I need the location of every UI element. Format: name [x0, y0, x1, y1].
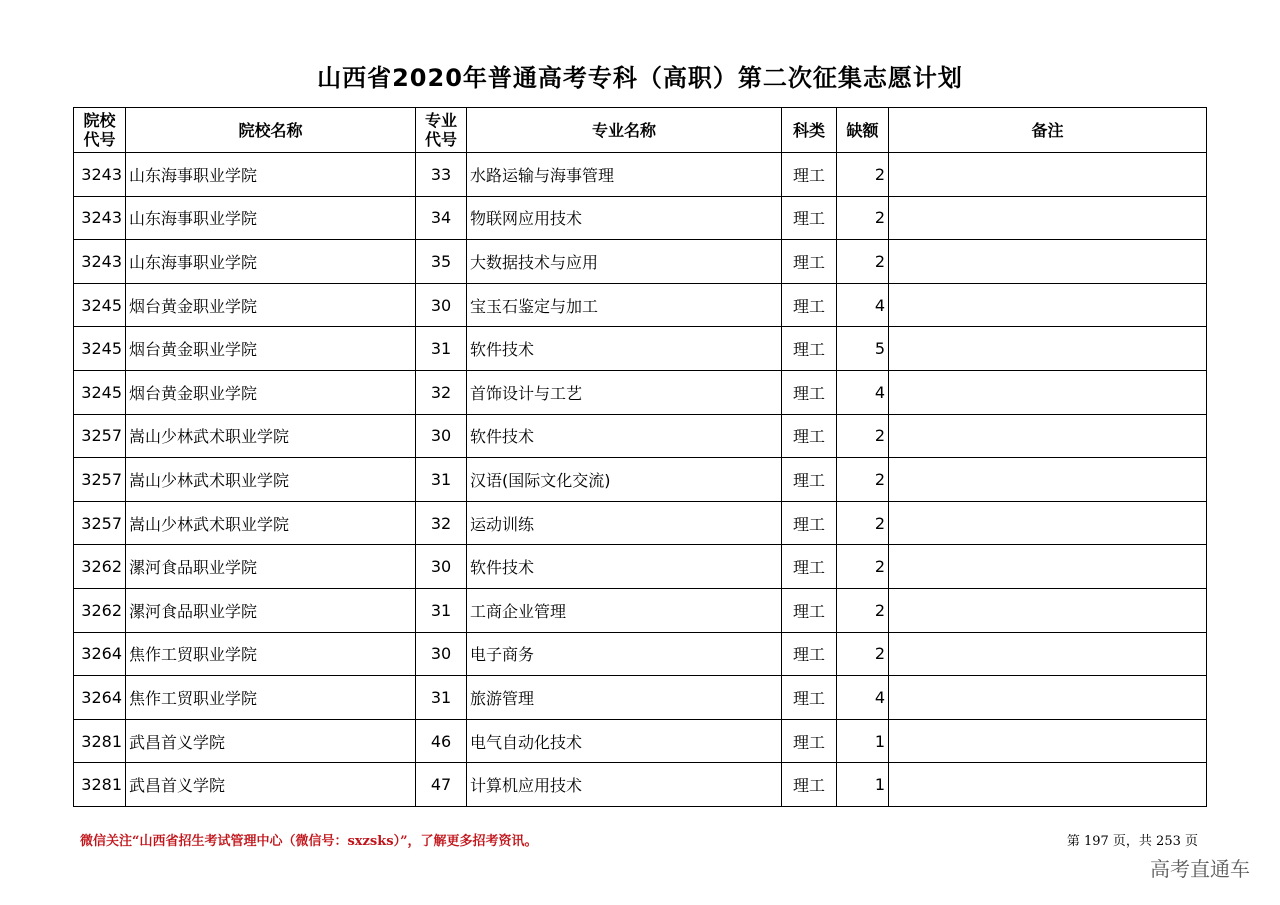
cell-school-name: 山东海事职业学院 — [126, 196, 416, 240]
cell-school-name: 漯河食品职业学院 — [126, 545, 416, 589]
cell-category: 理工 — [782, 283, 837, 327]
cell-school-code: 3245 — [74, 370, 126, 414]
cell-category: 理工 — [782, 153, 837, 197]
cell-school-name: 武昌首义学院 — [126, 763, 416, 807]
cell-major-name: 软件技术 — [467, 545, 782, 589]
cell-major-name: 电子商务 — [467, 632, 782, 676]
cell-category: 理工 — [782, 240, 837, 284]
header-major-name: 专业名称 — [467, 108, 782, 153]
cell-major-code: 31 — [416, 327, 467, 371]
cell-major-code: 46 — [416, 719, 467, 763]
cell-school-code: 3281 — [74, 763, 126, 807]
cell-remarks — [889, 719, 1207, 763]
table-row — [74, 327, 1207, 371]
cell-major-name: 工商企业管理 — [467, 588, 782, 632]
watermark: 高考直通车 — [1150, 857, 1250, 881]
cell-category: 理工 — [782, 719, 837, 763]
cell-school-name: 焦作工贸职业学院 — [126, 632, 416, 676]
cell-major-name: 软件技术 — [467, 414, 782, 458]
cell-major-name: 物联网应用技术 — [467, 196, 782, 240]
cell-category: 理工 — [782, 676, 837, 720]
cell-remarks — [889, 153, 1207, 197]
cell-school-code: 3257 — [74, 414, 126, 458]
cell-remarks — [889, 196, 1207, 240]
table-row — [74, 370, 1207, 414]
cell-vacancies: 2 — [837, 545, 889, 589]
table-row — [74, 196, 1207, 240]
cell-category: 理工 — [782, 632, 837, 676]
cell-major-code: 31 — [416, 676, 467, 720]
cell-category: 理工 — [782, 545, 837, 589]
cell-vacancies: 2 — [837, 196, 889, 240]
cell-school-code: 3257 — [74, 458, 126, 502]
cell-major-name: 电气自动化技术 — [467, 719, 782, 763]
cell-remarks — [889, 632, 1207, 676]
cell-major-code: 30 — [416, 283, 467, 327]
header-school-name: 院校名称 — [126, 108, 416, 153]
table-row — [74, 414, 1207, 458]
cell-school-name: 山东海事职业学院 — [126, 240, 416, 284]
cell-major-name: 汉语(国际文化交流) — [467, 458, 782, 502]
table-row — [74, 763, 1207, 807]
cell-vacancies: 2 — [837, 240, 889, 284]
cell-school-code: 3264 — [74, 632, 126, 676]
cell-school-name: 山东海事职业学院 — [126, 153, 416, 197]
cell-major-code: 33 — [416, 153, 467, 197]
cell-major-name: 水路运输与海事管理 — [467, 153, 782, 197]
cell-school-name: 武昌首义学院 — [126, 719, 416, 763]
table-row — [74, 588, 1207, 632]
cell-category: 理工 — [782, 414, 837, 458]
cell-major-code: 35 — [416, 240, 467, 284]
page-number: 第 197 页，共 253 页 — [1066, 834, 1198, 849]
cell-vacancies: 1 — [837, 763, 889, 807]
table-row — [74, 458, 1207, 502]
cell-major-code: 30 — [416, 632, 467, 676]
cell-category: 理工 — [782, 196, 837, 240]
cell-school-code: 3245 — [74, 327, 126, 371]
cell-major-name: 旅游管理 — [467, 676, 782, 720]
cell-remarks — [889, 763, 1207, 807]
table-row — [74, 501, 1207, 545]
cell-remarks — [889, 545, 1207, 589]
cell-major-name: 大数据技术与应用 — [467, 240, 782, 284]
cell-category: 理工 — [782, 763, 837, 807]
cell-school-code: 3243 — [74, 153, 126, 197]
table-row — [74, 240, 1207, 284]
cell-school-code: 3264 — [74, 676, 126, 720]
cell-major-name: 运动训练 — [467, 501, 782, 545]
cell-major-code: 32 — [416, 370, 467, 414]
header-school-code: 院校代号 — [74, 108, 126, 153]
cell-school-name: 嵩山少林武术职业学院 — [126, 458, 416, 502]
cell-major-code: 30 — [416, 414, 467, 458]
cell-school-code: 3281 — [74, 719, 126, 763]
cell-major-code: 32 — [416, 501, 467, 545]
cell-remarks — [889, 240, 1207, 284]
cell-major-code: 34 — [416, 196, 467, 240]
cell-vacancies: 2 — [837, 501, 889, 545]
cell-school-code: 3257 — [74, 501, 126, 545]
cell-school-code: 3245 — [74, 283, 126, 327]
cell-vacancies: 4 — [837, 283, 889, 327]
cell-remarks — [889, 370, 1207, 414]
table-row — [74, 676, 1207, 720]
header-major-code: 专业代号 — [416, 108, 467, 153]
cell-remarks — [889, 327, 1207, 371]
table-row — [74, 719, 1207, 763]
cell-major-name: 计算机应用技术 — [467, 763, 782, 807]
table-row — [74, 632, 1207, 676]
cell-school-code: 3243 — [74, 196, 126, 240]
cell-category: 理工 — [782, 501, 837, 545]
cell-school-code: 3262 — [74, 588, 126, 632]
cell-school-name: 烟台黄金职业学院 — [126, 283, 416, 327]
cell-school-code: 3262 — [74, 545, 126, 589]
cell-category: 理工 — [782, 370, 837, 414]
cell-school-name: 烟台黄金职业学院 — [126, 370, 416, 414]
wechat-notice: 微信关注“山西省招生考试管理中心（微信号：sxzsks）”，了解更多招考资讯。 — [80, 834, 538, 849]
cell-remarks — [889, 458, 1207, 502]
cell-major-code: 30 — [416, 545, 467, 589]
header-vacancies: 缺额 — [837, 108, 889, 153]
table-row — [74, 153, 1207, 197]
plan-table — [73, 107, 1207, 807]
cell-category: 理工 — [782, 458, 837, 502]
cell-remarks — [889, 283, 1207, 327]
cell-remarks — [889, 676, 1207, 720]
cell-remarks — [889, 414, 1207, 458]
cell-school-name: 烟台黄金职业学院 — [126, 327, 416, 371]
cell-category: 理工 — [782, 327, 837, 371]
cell-vacancies: 2 — [837, 458, 889, 502]
cell-category: 理工 — [782, 588, 837, 632]
cell-vacancies: 2 — [837, 632, 889, 676]
cell-major-name: 首饰设计与工艺 — [467, 370, 782, 414]
cell-school-name: 嵩山少林武术职业学院 — [126, 414, 416, 458]
table-row — [74, 283, 1207, 327]
cell-major-name: 软件技术 — [467, 327, 782, 371]
cell-vacancies: 2 — [837, 414, 889, 458]
table-header-row — [74, 108, 1207, 153]
header-remarks: 备注 — [889, 108, 1207, 153]
page-title: 山西省2020年普通高考专科（高职）第二次征集志愿计划 — [317, 64, 963, 92]
table-row — [74, 545, 1207, 589]
cell-school-code: 3243 — [74, 240, 126, 284]
cell-major-name: 宝玉石鉴定与加工 — [467, 283, 782, 327]
cell-vacancies: 5 — [837, 327, 889, 371]
cell-vacancies: 2 — [837, 588, 889, 632]
cell-remarks — [889, 501, 1207, 545]
cell-school-name: 焦作工贸职业学院 — [126, 676, 416, 720]
cell-major-code: 31 — [416, 458, 467, 502]
cell-major-code: 31 — [416, 588, 467, 632]
cell-school-name: 漯河食品职业学院 — [126, 588, 416, 632]
cell-vacancies: 4 — [837, 370, 889, 414]
cell-remarks — [889, 588, 1207, 632]
cell-major-code: 47 — [416, 763, 467, 807]
cell-vacancies: 1 — [837, 719, 889, 763]
header-category: 科类 — [782, 108, 837, 153]
cell-vacancies: 2 — [837, 153, 889, 197]
cell-school-name: 嵩山少林武术职业学院 — [126, 501, 416, 545]
cell-vacancies: 4 — [837, 676, 889, 720]
